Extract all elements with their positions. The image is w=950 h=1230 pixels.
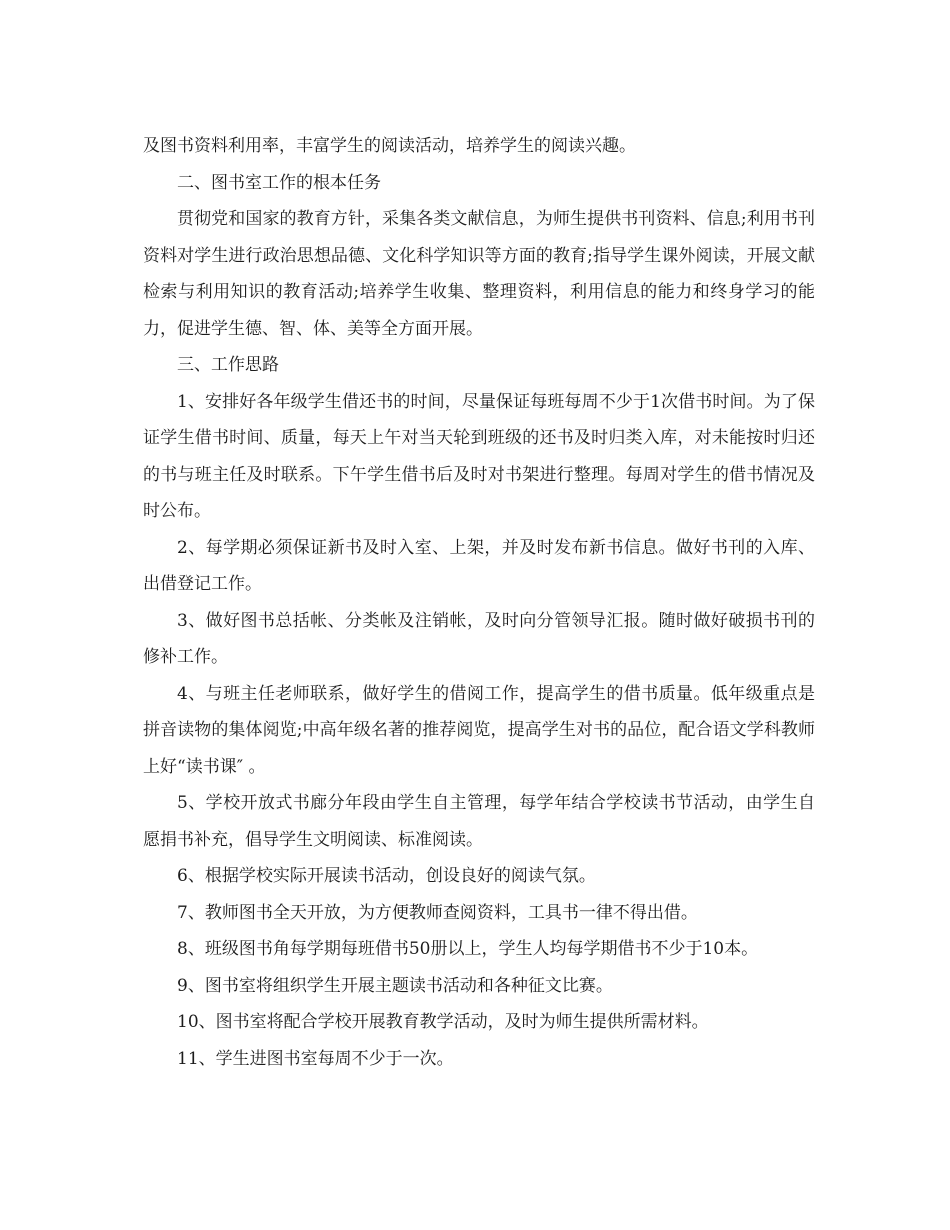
paragraph-basic-tasks: 贯彻党和国家的教育方针，采集各类文献信息，为师生提供书刊资料、信息;利用书刊资料对学生进行政治思想品德、文化科学知识等方面的教育;指导学生课外阅读，开展文献检索与利用知识的教育活动;培养学生收集、整理资料，利用信息的能力和终身学习的能力，促进学生德、智、体、美等全方面开展。 [143,209,815,339]
list-item-6: 6、根据学校实际开展读书活动，创设良好的阅读气氛。 [177,866,596,886]
list-item-7: 7、教师图书全天开放，为方便教师查阅资料，工具书一律不得出借。 [177,902,698,923]
section-heading-work-ideas: 三、工作思路 [177,355,279,375]
document-body [143,128,815,1077]
list-item-1: 1、安排好各年级学生借还书的时间，尽量保证每班每周不少于1次借书时间。为了保证学生借书时间、质量，每天上午对当天轮到班级的还书及时归类入库，对未能按时归还的书与班主任及时联系。下午学生借书后及时对书架进行整理。每周对学生的借书情况及时公布。 [143,391,815,521]
list-item-3: 3、做好图书总括帐、分类帐及注销帐，及时向分管领导汇报。随时做好破损书刊的修补工作。 [143,610,815,667]
list-item-2: 2、每学期必须保证新书及时入室、上架，并及时发布新书信息。做好书刊的入库、出借登记工作。 [143,537,815,594]
list-item-10: 10、图书室将配合学校开展教育教学活动，及时为师生提供所需材料。 [177,1012,709,1032]
list-item-5: 5、学校开放式书廊分年段由学生自主管理，每学年结合学校读书节活动，由学生自愿捐书补充，倡导学生文明阅读、标准阅读。 [143,793,815,850]
paragraph-continuation: 及图书资料利用率，丰富学生的阅读活动，培养学生的阅读兴趣。 [143,136,636,156]
list-item-9: 9、图书室将组织学生开展主题读书活动和各种征文比赛。 [177,975,613,996]
list-item-4: 4、与班主任老师联系，做好学生的借阅工作，提高学生的借书质量。低年级重点是拼音读物的集体阅览;中高年级名著的推荐阅览，提高学生对书的品位，配合语文学科教师上好“读书课″ 。 [143,683,815,777]
list-item-11: 11、学生进图书室每周不少于一次。 [177,1048,454,1069]
list-item-8: 8、班级图书角每学期每班借书50册以上，学生人均每学期借书不少于10本。 [177,939,759,959]
section-heading-basic-tasks: 二、图书室工作的根本任务 [177,172,381,193]
